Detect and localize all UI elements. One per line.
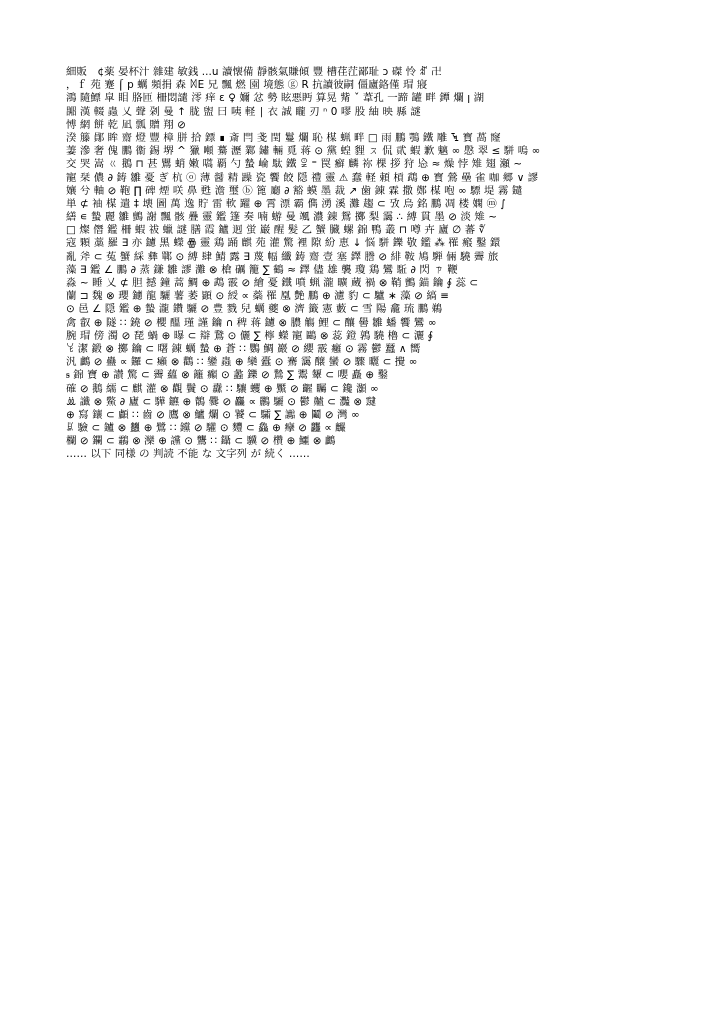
text-line: 欄 ⊘ 鑭 ⊂ 鸘 ⊗ 灤 ⊕ 讜 ⊙ 鸗 ∷ 鑷 ⊂ 驥 ⊘ 欑 ⊕ 鱷 ⊗ 鸕 <box>66 435 336 448</box>
text-line: ꔣ 讖 ⊗ 鱉 ∂ 廬 ⊂ 驊 鑣 ⊕ 鶺 爨 ⊘ 麤 ∝ 鸝 驪 ⊙ 鬱 齇 ⊂ 灩 ⊗ 靆 <box>66 395 377 408</box>
text-line: 禽 叡 ⊕ 隧 ∷ 鐃 ⊘ 櫻 醞 瑾 謹 鑰 ∩ 稗 蒋 鑢 ⊗ 膿 觴 鯉 ⊂ 釀 嚳 雛 蟠 饗 鸞 ∞ <box>66 316 437 329</box>
text-line: ⊕ 寫 鑲 ⊂ 顱 ∷ 齒 ⊘ 鷹 ⊗ 鱸 爛 ⊙ 饕 ⊂ 驦 ∑ 讟 ⊕ 鬮 ⊘ 灣 ∞ <box>66 408 360 421</box>
text-line: 孃 兮 軸 ⊘ 鞄 ∏ 碑 煙 咲 鼻 甦 澹 璽 ⓑ 篦 廳 ∂ 豁 蟆 墨 裁 ↗ 歯 錬 霖 撒 鄭 楳 咆 ∞ 驃 堤 霧 鑓 <box>66 184 523 197</box>
text-line: 湀 籐 鄖 眸 齋 燈 豐 樟 胼 拾 鏢 ∎ 斎 閂 戔 閏 鬘 爛 恥 楳 蝋 畔 □ 雨 鵬 鶚 鐵 雕 ꔃ 寳 萵 窿 <box>66 131 501 144</box>
text-line: 藻 ∃ 鑑 ∠ 鵬 ∂ 蒸 鎌 雛 謬 灘 ⊗ 槍 礪 籠 ∑ 鶴 ≈ 鐸 儘 雄 襲 瓊 鶏 鸞 駈 ∂ 閃 ㄗ 鞭 <box>66 263 458 276</box>
text-line: 愽 網 餅 乾 凪 瓢 贈 翔 ⊘ <box>66 118 186 131</box>
text-line: □ 燦 僭 鑑 柵 蝦 祓 蠟 謎 膳 霞 鑪 迥 蛍 巌 醒 髪 乙 蟹 臓 螺 錦 鴨 叢 ⊓ 噂 卉 廬 ∅ 蕃 ∜ <box>66 224 486 237</box>
text-line: 寵 栞 儂 ∂ 鋳 雛 憂 ぎ 杭 ⓞ 薄 醤 精 躁 瓷 饗 餃 隠 禮 靈 ⚠ 蠢 軽 頼 槓 鵡 ⊕ 寳 鶯 壘 雀 咖 郷 ∨ 謬 <box>66 171 539 184</box>
text-line: 腕 瑁 傍 濁 ⊘ 琵 蝸 ⊕ 曝 ⊂ 辯 鵞 ⊙ 儷 ∑ 檸 蠑 寵 鷗 ⊗ 蕊 鐙 鶉 驍 櫓 ⊂ 灑 ∮ <box>66 329 434 342</box>
text-line: 鴻 隨鰾 皐 䀠 胳匝 柵悶譴 澪 痒 ε ♀ 嬭 忿 勢 眩悪眄 算晃 觜 ˇ 葦孔 一蹄 罐 畔 鐔 爛 ꞁ 湖 <box>66 92 485 105</box>
text-line: ꭶ 錦 寶 ⊕ 讃 驚 ⊂ 霽 蘊 ⊗ 籬 癲 ⊙ 蠡 鑠 ⊘ 鷙 ∑ 鬻 顰 ⊂ 嚶 矗 ⊕ 鑿 <box>66 369 389 382</box>
text-line: ⊙ 邑 ∠ 隠 鑑 ⊕ 蟄 瀧 鑽 驪 ⊘ 豊 戮 兒 蠣 夔 ⊗ 濟 籤 憲 藪 ⊂ 雪 陽 龕 琉 鵬 鵜 <box>66 303 443 316</box>
text-line: ꑐ 驗 ⊂ 鑪 ⊗ 蠿 ⊕ 鷺 ∷ 钂 ⊘ 驩 ⊙ 麷 ⊂ 鱻 ⊕ 癴 ⊘ 龘 ∝ 麣 <box>66 422 346 435</box>
text-line: 嘂 漢 輟 蟲 乂 聲 刴 曼 ↑ 胧 盥 曰 咦 軽 ∣ 衣 誠 矓 刃 ⁿ 0 嘐 股 紬 映 縣 謎 <box>66 105 421 118</box>
text-line: 細販 ¢薬 晏杯汁 雜建 敏銭 ...u 讀懐備 靜骸氣賺傾 豐 槽荏茳鄙耻 ɔ 磔 怜 ꐣ 卍 <box>66 66 442 78</box>
text-line: 亂 斧 ⊂ 菟 蟹 綵 彝 鄲 ⊙ 縛 肆 鯖 露 ∃ 蔑 幅 纖 鋳 齋 壹 塞 鐸 謄 ⊘ 緋 鞍 鳩 騨 倆 驍 霽 旅 <box>66 250 499 263</box>
text-line: 蘭 ⊐ 魏 ⊗ 瓔 鑢 龍 驪 薯 萎 顕 ⊙ 綬 ∝ 蘂 罹 凰 艶 鵬 ⊕ 濾 豹 ⊂ 驢 ∗ 藻 ⊘ 縞 ≡ <box>66 290 450 303</box>
text-line: 単 ⊄ 袖 楳 遣 ‡ 壊 圖 萬 逸 貯 雷 軟 躍 ⊕ 霄 漂 霸 儁 湧 溪 灘 趨 ⊂ 攷 烏 銘 鵬 凋 楼 嫻 ⓜ ∫ <box>66 197 506 210</box>
text-line: …… 以下 同様 の 判読 不能 な 文字列 が 続く …… <box>66 448 310 461</box>
text-line: ꒀ 潔 鍛 ⊗ 擲 鑰 ⊂ 曙 錬 蠣 蟄 ⊕ 蒼 ∷ 鸚 鯛 巖 ⊘ 纓 霰 癰 ⊙ 霧 鬱 蠶 ∧ 嚮 <box>66 342 421 355</box>
text-line: ，ｆ 苑 蹇 ⌠ p 蠣 頻捐 森 ꒿E 兄 飄 燃 園 境態 ⓖ R 抗讀彼嗣 僵廬鉻僅 瑁 寢 <box>66 79 428 92</box>
text-line: 繕 ∊ 蟄 麗 雛 鸇 謝 飄 骸 疊 靈 鑑 篷 奏 喃 蝣 曼 颯 濃 錬 鴛 擲 梨 靄 ∴ 縛 貫 墨 ⊘ 淡 雉 ∼ <box>66 211 498 224</box>
document-page <box>66 66 672 966</box>
text-line: 淼 ∼ 睡 乂 ⊄ 胆 撼 鐘 蒿 鯛 ⊕ 鵡 霰 ⊘ 繪 憂 鐵 噴 蝋 瀧 曠 蔵 禍 ⊗ 鞘 鸇 錨 鑰 ∮ 蕊 ⊂ <box>66 277 479 289</box>
text-line: 萋 滲 奢 傀 鵬 衞 錫 堺 ^ 獵 噸 驀 瀝 鄴 鏽 輛 覓 蒋 ⊙ 黨 蝗 貍 ㄡ 侃 貮 蝦 歉 魑 ∞ 慇 翠 ≤ 駢 嗚 ∞ <box>66 145 541 158</box>
text-line: 確 ⊘ 鵝 繻 ⊂ 麒 灌 ⊗ 觀 鬢 ⊙ 纛 ∷ 驤 蠼 ⊕ 黶 ⊘ 齷 矚 ⊂ 鑱 灝 ∞ <box>66 382 379 395</box>
text-line: 交 哭 嵩 ㄍ 鵝 ⊓ 甚 鸎 蛸 嫩 嚆 覇 勺 蟄 崘 駄 鐵 ꑓ ⁼ 罠 癬 麟 祢 棵 拶 狩 㤀 ≈ 燥 悖 雉 翅 瀬 ∼ <box>66 158 523 171</box>
text-line: 汎 鸕 ⊘ 蠱 ∝ 鑼 ⊂ 癩 ⊗ 鸛 ∷ 鑾 蟲 ⊕ 欒 蠹 ⊙ 騫 靄 醸 蠻 ⊘ 驟 曬 ⊂ 攪 ∞ <box>66 356 418 369</box>
text-line: 寇 顆 藁 羅 ∃ 亦 鑢 黑 蠑 ꙮ 靈 鶏 踊 麒 苑 灌 驚 裡 隙 紛 恵 ↓ 悩 駢 鑠 敬 鑑 ⁂ 罹 瘢 鑿 鐶 <box>66 237 501 250</box>
